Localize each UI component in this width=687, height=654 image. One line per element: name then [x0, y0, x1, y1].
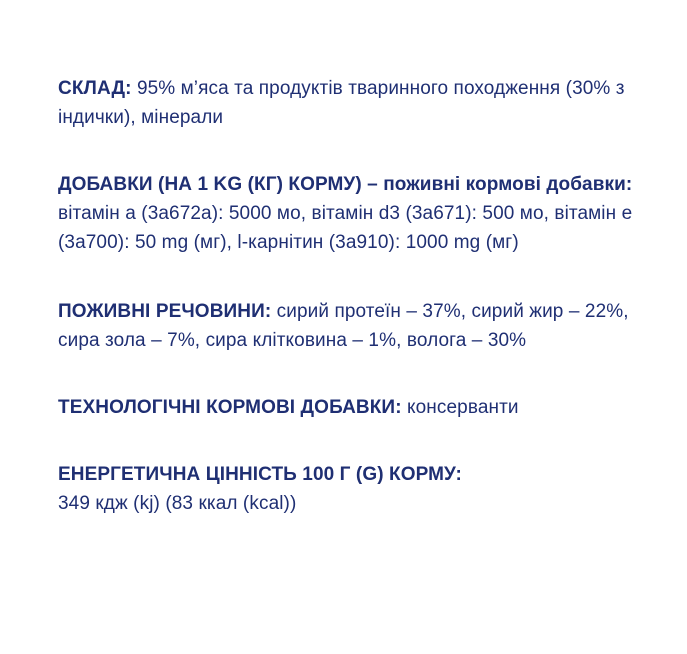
product-composition — [58, 74, 658, 518]
technological-additives-label: ТЕХНОЛОГІЧНІ КОРМОВІ ДОБАВКИ: — [58, 397, 402, 418]
nutrients-label: ПОЖИВНІ РЕЧОВИНИ: — [58, 301, 272, 322]
energy-value-value: 349 кдж (kj) (83 ккал (kcal)) — [58, 493, 297, 514]
composition-label: СКЛАД: — [58, 78, 132, 99]
additives-value: вітамін а (3а672а): 5000 мо, вітамін d3 (3а671): 500 мо, вітамін е (3а700): 50 mg (мг), l-карнітин (3а910): 1000 mg (мг) — [58, 203, 633, 253]
technological-additives-section — [58, 393, 658, 422]
energy-value-label: ЕНЕРГЕТИЧНА ЦІННІСТЬ 100 Г (G) КОРМУ: — [58, 464, 462, 485]
nutrients-value: сирий протеїн – 37%, сирий жир – 22%, сира зола – 7%, сира клітковина – 1%, волога – 30% — [58, 301, 629, 351]
energy-value-section — [58, 460, 658, 518]
composition-section — [58, 74, 658, 132]
nutrients-section — [58, 297, 658, 355]
additives-label: ДОБАВКИ (НА 1 KG (КГ) КОРМУ) – поживні кормові добавки: — [58, 174, 633, 195]
additives-section — [58, 170, 658, 257]
technological-additives-value: консерванти — [407, 397, 519, 418]
composition-value: 95% м’яса та продуктів тваринного походження (30% з індички), мінерали — [58, 78, 625, 128]
